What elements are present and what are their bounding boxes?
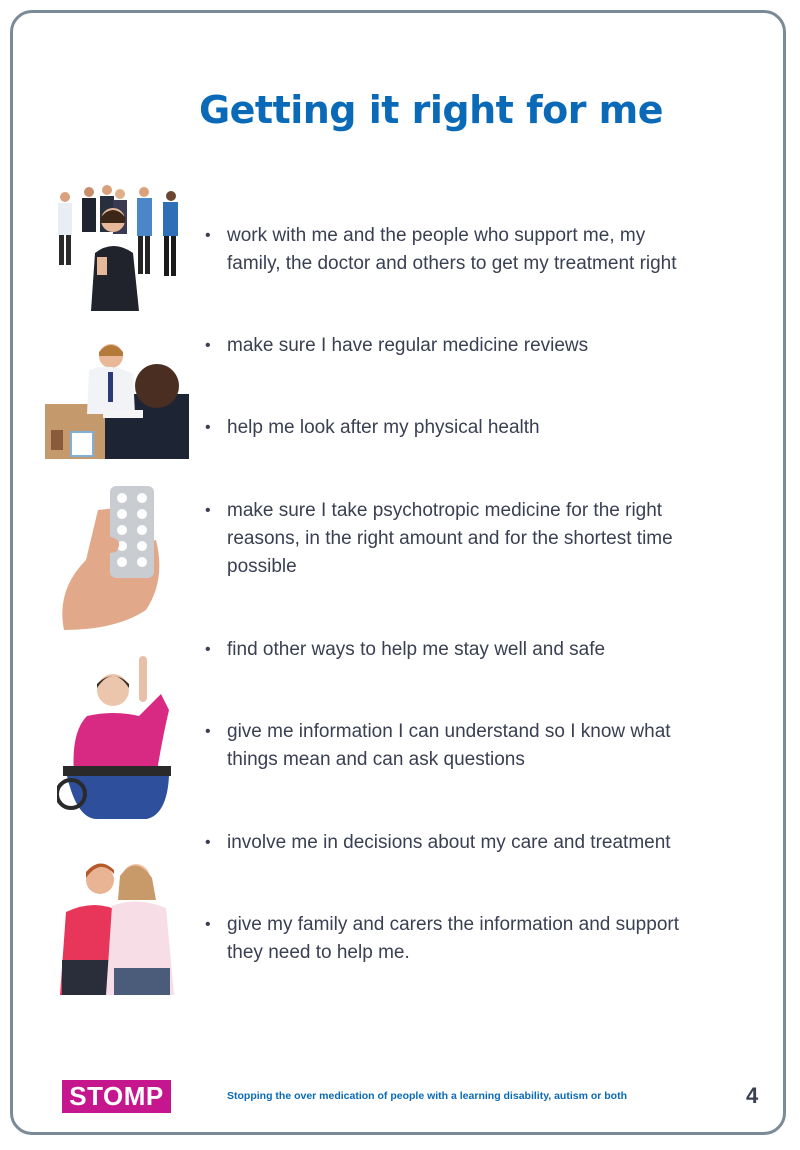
bullet-icon: • bbox=[205, 723, 211, 740]
list-item bbox=[205, 497, 695, 581]
bullet-icon: • bbox=[205, 916, 211, 933]
bullet-icon: • bbox=[205, 227, 211, 244]
raised-hand-picture bbox=[57, 654, 177, 819]
list-item bbox=[205, 332, 695, 360]
bullet-icon: • bbox=[205, 337, 211, 354]
bullet-icon: • bbox=[205, 502, 211, 519]
list-item bbox=[205, 911, 695, 967]
page-number: 4 bbox=[746, 1083, 759, 1108]
medicine-review-picture bbox=[45, 334, 189, 459]
bullet-text: work with me and the people who support me, my family, the doctor and others to get my treatment right bbox=[227, 225, 677, 274]
list-item bbox=[205, 222, 695, 278]
list-item bbox=[205, 414, 695, 442]
pill-pack-picture bbox=[56, 480, 178, 630]
bullet-text: give my family and carers the information and support they need to help me. bbox=[227, 914, 679, 963]
bullet-text: involve me in decisions about my care and treatment bbox=[227, 832, 671, 853]
stomp-logo: STOMP bbox=[62, 1080, 171, 1113]
footer-tagline: Stopping the over medication of people with a learning disability, autism or both bbox=[227, 1090, 628, 1102]
list-item bbox=[205, 718, 695, 774]
bullet-text: help me look after my physical health bbox=[227, 417, 540, 438]
bullet-icon: • bbox=[205, 641, 211, 658]
staff-group-picture bbox=[47, 183, 182, 313]
bullet-icon: • bbox=[205, 419, 211, 436]
bullet-icon: • bbox=[205, 834, 211, 851]
bullet-text: give me information I can understand so I know what things mean and can ask questions bbox=[227, 721, 671, 770]
bullet-text: find other ways to help me stay well and safe bbox=[227, 639, 606, 660]
list-item bbox=[205, 829, 695, 857]
bullet-text: make sure I take psychotropic medicine for the right reasons, in the right amount and for the shortest time possible bbox=[227, 500, 673, 577]
list-item bbox=[205, 636, 695, 664]
family-carer-picture bbox=[56, 850, 180, 995]
bullet-text: make sure I have regular medicine reviews bbox=[227, 335, 589, 356]
page-title: Getting it right for me bbox=[198, 88, 664, 132]
